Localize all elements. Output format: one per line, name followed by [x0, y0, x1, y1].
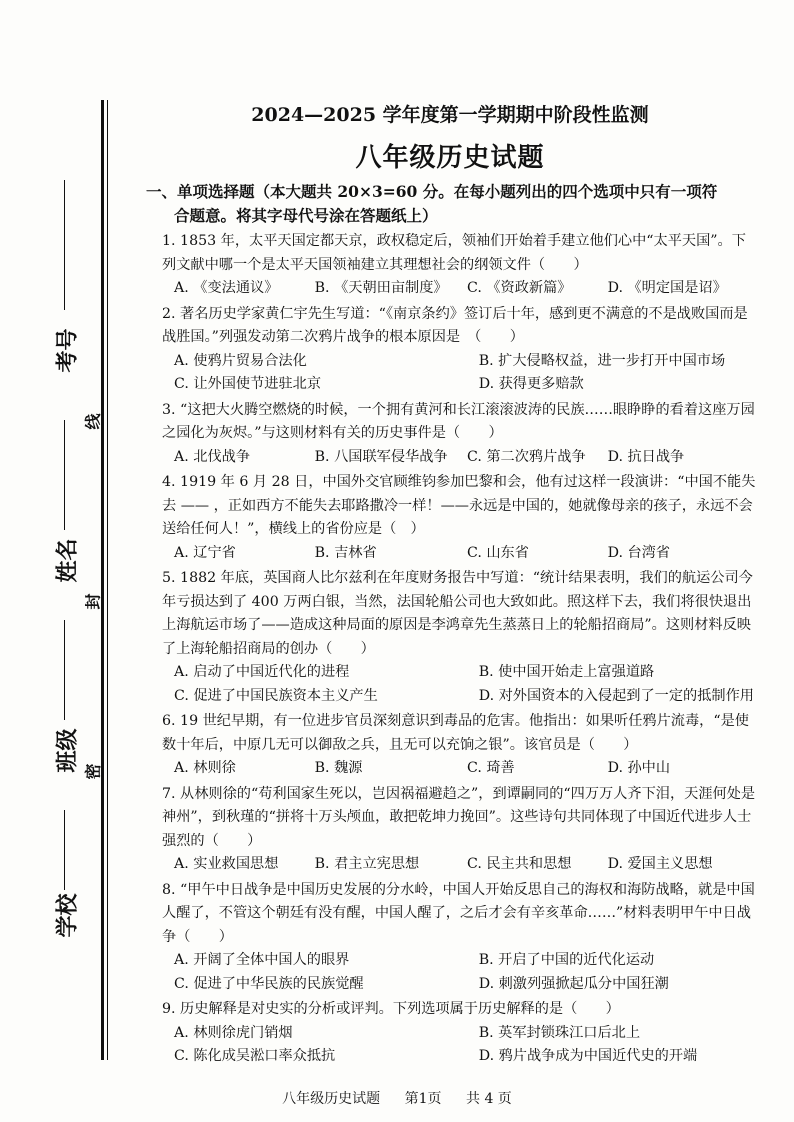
question-6	[162, 710, 760, 781]
question-stem: 2. 著名历史学家黄仁宇先生写道：“《南京条约》签订后十年，感到更不满意的不是战败国而是战胜国。”列强发动第二次鸦片战争的根本原因是 （ ）	[162, 305, 748, 345]
binding-margin	[0, 0, 120, 1122]
school-label: 学校	[54, 893, 81, 938]
section-heading-line2: 合题意。将其字母代号涂在答题纸上）	[174, 206, 438, 225]
seal-xian: 线	[83, 413, 103, 430]
option-c: C. 琦善	[466, 760, 515, 776]
footer-subject: 八年级历史试题	[282, 1091, 381, 1107]
option-b: B. 使中国开始走上富强道路	[478, 664, 655, 680]
question-stem: 3. “这把大火腾空燃烧的时候，一个拥有黄河和长江滚滚波涛的民族……眼睁睁的看着这座万园之园化为灰烬。”与这则材料有关的历史事件是（ ）	[162, 401, 755, 441]
question-4	[162, 471, 760, 565]
option-d: D. 对外国资本的入侵起到了一定的抵制作用	[478, 687, 754, 704]
option-b: B. 《天朝田亩制度》	[314, 280, 448, 296]
question-stem: 5. 1882 年底，英国商人比尔兹利在年度财务报告中写道：“统计结果表明，我们的航运公司今年亏损达到了 400 万两白银，当然，法国轮船公司也大致如此。照这样下去，我们将很快退出上海航运市场了——造成这种局面的原因是李鸿章先生蒸蒸日上的轮船招商局”。这则材料反映了上海轮船招商局的创办（ ）	[162, 570, 753, 657]
question-stem: 8. “甲午中日战争是中国历史发展的分水岭，中国人开始反思自己的海权和海防战略，就是中国人醒了，不管这个朝廷有没有醒，中国人醒了，之后才会有辛亥革命……”材料表明甲午中日战争（ ）	[162, 881, 755, 945]
option-d: D. 抗日战争	[607, 448, 685, 465]
question-8	[162, 879, 760, 997]
option-d: D. 获得更多赔款	[478, 376, 584, 392]
option-d: D. 爱国主义思想	[607, 856, 713, 872]
option-a: A. 启动了中国近代化的进程	[174, 664, 350, 680]
name-blank	[64, 420, 65, 530]
question-2	[162, 303, 760, 397]
option-a: A. 林则徐	[174, 760, 236, 776]
option-b: B. 君主立宪思想	[314, 856, 420, 872]
question-stem: 4. 1919 年 6 月 28 日，中国外交官顾维钧参加巴黎和会，他有过这样一段演讲：“中国不能失去 —— ，正如西方不能失去耶路撒冷一样！——永远是中国的，她就像母亲的孩子，永远不会送给任何人！”，横线上的省份应是（ ）	[162, 474, 756, 537]
question-stem: 7. 从林则徐的“苟利国家生死以，岂因祸福避趋之”，到谭嗣同的“四万万人齐下泪，天涯何处是神州”，到秋瑾的“拼将十万头颅血，敢把乾坤力挽回”。这些诗句共同体现了中国近代进步人士强烈的（ ）	[162, 785, 756, 849]
question-7	[162, 783, 760, 877]
option-d: D. 台湾省	[607, 544, 671, 561]
question-5	[162, 567, 760, 708]
class-blank	[64, 620, 65, 720]
option-d: D. 孙中山	[607, 760, 671, 776]
option-c: C. 促进了中国民族资本主义产生	[174, 687, 378, 704]
option-d: D. 鸦片战争成为中国近代史的开端	[478, 1048, 698, 1064]
school-blank	[64, 810, 65, 890]
option-c: C. 让外国使节进驻北京	[174, 376, 322, 392]
option-b: B. 魏源	[314, 760, 363, 776]
question-stem: 6. 19 世纪早期，有一位进步官员深刻意识到毒品的危害。他指出：如果听任鸦片流毒，“是使数十年后，中原几无可以御敌之兵，且无可以充饷之银”。该官员是（ ）	[162, 713, 749, 753]
option-d: D. 刺激列强掀起瓜分中国狂潮	[478, 975, 669, 992]
option-a: A. 使鸦片贸易合法化	[174, 352, 307, 369]
binding-line	[101, 100, 104, 1060]
question-3	[162, 399, 760, 470]
option-a: A. 开阔了全体中国人的眼界	[174, 952, 350, 968]
option-a: A. 林则徐虎门销烟	[174, 1024, 293, 1041]
question-9	[162, 998, 760, 1069]
page-footer	[0, 1088, 794, 1108]
option-a: A. 实业救国思想	[174, 856, 279, 872]
exam-page	[140, 100, 760, 1069]
question-stem: 9. 历史解释是对史实的分析或评判。下列选项属于历史解释的是（ ）	[162, 1001, 620, 1017]
option-c: C. 第二次鸦片战争	[466, 448, 586, 465]
exam-title: 2024—2025 学年度第一学期期中阶段性监测	[251, 104, 649, 126]
class-label: 班级	[54, 728, 81, 773]
question-1	[162, 230, 760, 301]
option-b: B. 八国联军侵华战争	[314, 448, 448, 465]
question-stem: 1. 1853 年，太平天国定都天京，政权稳定后，领袖们开始着手建立他们心中“太平天国”。下列文献中哪一个是太平天国领袖建立其理想社会的纲领文件（ ）	[162, 233, 746, 273]
footer-page: 第1页	[404, 1091, 442, 1107]
exam-number-blank	[64, 180, 65, 310]
option-a: A. 《变法通议》	[174, 280, 279, 296]
option-b: B. 开启了中国的近代化运动	[478, 952, 655, 968]
option-c: C. 促进了中华民族的民族觉醒	[174, 975, 364, 992]
section-heading-line1: 一、单项选择题（本大题共 20×3=60 分。在每小题列出的四个选项中只有一项符	[146, 182, 718, 201]
binding-line-thin	[107, 100, 108, 1060]
option-c: C. 《资政新篇》	[466, 280, 572, 296]
option-b: B. 吉林省	[314, 544, 377, 561]
subject-title: 八年级历史试题	[355, 143, 545, 173]
option-c: C. 陈化成吴淞口率众抵抗	[174, 1048, 336, 1064]
section-heading	[146, 180, 760, 228]
option-c: C. 山东省	[466, 544, 529, 561]
option-b: B. 英军封锁珠江口后北上	[478, 1024, 641, 1041]
seal-mi: 密	[83, 763, 103, 780]
option-b: B. 扩大侵略权益，进一步打开中国市场	[478, 352, 726, 369]
exam-number-label: 考号	[54, 328, 81, 373]
option-d: D. 《明定国是诏》	[607, 280, 727, 296]
option-c: C. 民主共和思想	[466, 856, 572, 872]
footer-total: 共 4 页	[466, 1091, 512, 1107]
name-label: 姓名	[54, 538, 81, 583]
option-a: A. 辽宁省	[174, 544, 236, 561]
option-a: A. 北伐战争	[174, 448, 251, 465]
seal-feng: 封	[83, 593, 103, 610]
